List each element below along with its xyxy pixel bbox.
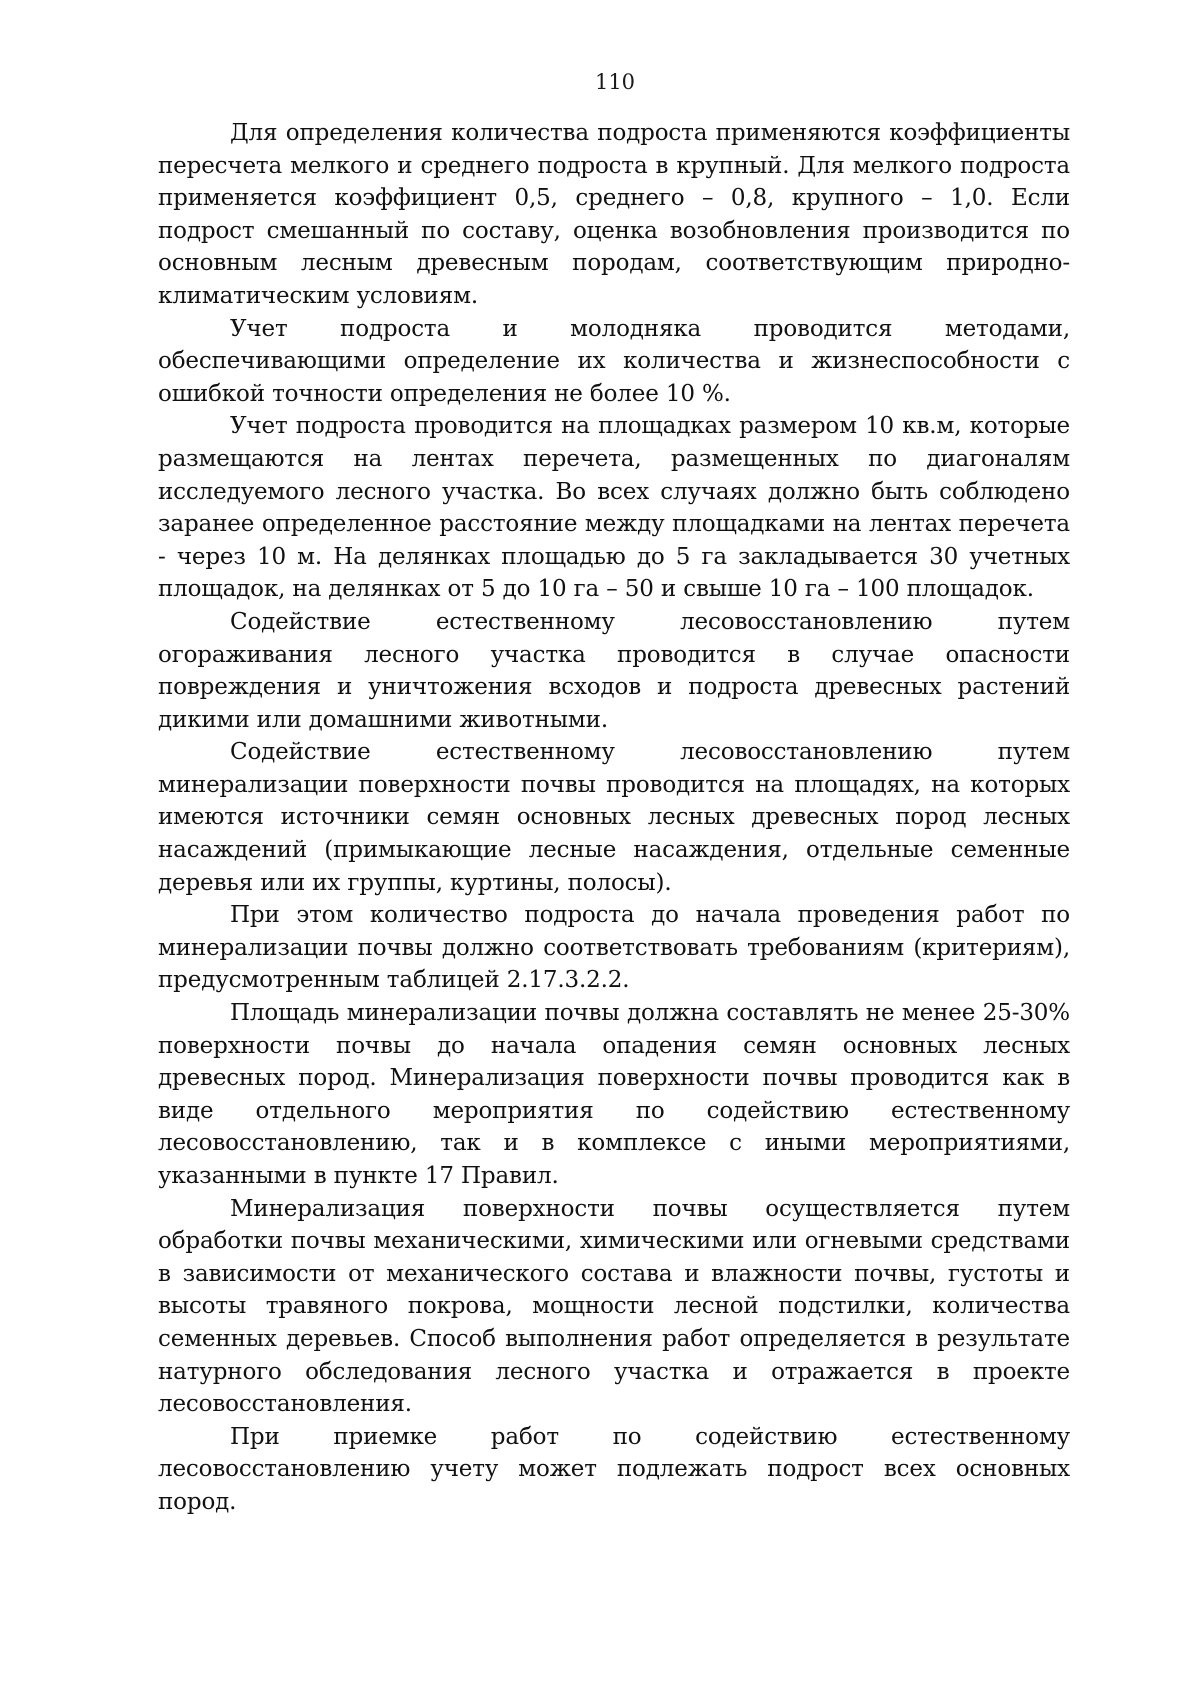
paragraph: При этом количество подроста до начала проведения работ по минерализации почвы должно соответствовать требованиям (критериям), предусмотренным таблицей 2.17.3.2.2. — [158, 902, 1070, 994]
page-number: 110 — [594, 70, 636, 94]
paragraph: Содействие естественному лесовосстановлению путем огораживания лесного участка проводится в случае опасности повреждения и уничтожения всходов и подроста древесных растений дикими или домашними животными. — [158, 608, 1070, 733]
paragraph: Для определения количества подроста применяются коэффициенты пересчета мелкого и среднего подроста в крупный. Для мелкого подроста применяется коэффициент 0,5, среднего – 0,8, крупного – 1,0. Если подрост смешанный по составу, оценка возобновления производится по основным лесным древесным породам, соответствующим природно-климатическим условиям. — [158, 120, 1070, 309]
body-text — [158, 117, 1070, 1519]
paragraph: Учет подроста проводится на площадках размером 10 кв.м, которые размещаются на лентах перечета, размещенных по диагоналям исследуемого лесного участка. Во всех случаях должно быть соблюдено заранее определенное расстояние между площадками на лентах перечета - через 10 м. На делянках площадью до 5 га закладывается 30 учетных площадок, на делянках от 5 до 10 га – 50 и свыше 10 га – 100 площадок. — [158, 413, 1070, 603]
paragraph: Площадь минерализации почвы должна составлять не менее 25-30% поверхности почвы до начала опадения семян основных лесных древесных пород. Минерализация поверхности почвы проводится как в виде отдельного мероприятия по содействию естественному лесовосстановлению, так и в комплексе с иными мероприятиями, указанными в пункте 17 Правил. — [158, 1000, 1070, 1189]
paragraph: Содействие естественному лесовосстановлению путем минерализации поверхности почвы проводится на площадях, на которых имеются источники семян основных лесных древесных пород лесных насаждений (примыкающие лесные насаждения, отдельные семенные деревья или их группы, куртины, полосы). — [158, 739, 1070, 896]
paragraph: Учет подроста и молодняка проводится методами, обеспечивающими определение их количества и жизнеспособности с ошибкой точности определения не более 10 %. — [158, 315, 1070, 407]
paragraph: При приемке работ по содействию естественному лесовосстановлению учету может подлежать подрост всех основных пород. — [158, 1423, 1070, 1515]
paragraph: Минерализация поверхности почвы осуществляется путем обработки почвы механическими, химическими или огневыми средствами в зависимости от механического состава и влажности почвы, густоты и высоты травяного покрова, мощности лесной подстилки, количества семенных деревьев. Способ выполнения работ определяется в результате натурного обследования лесного участка и отражается в проекте лесовосстановления. — [158, 1195, 1070, 1418]
